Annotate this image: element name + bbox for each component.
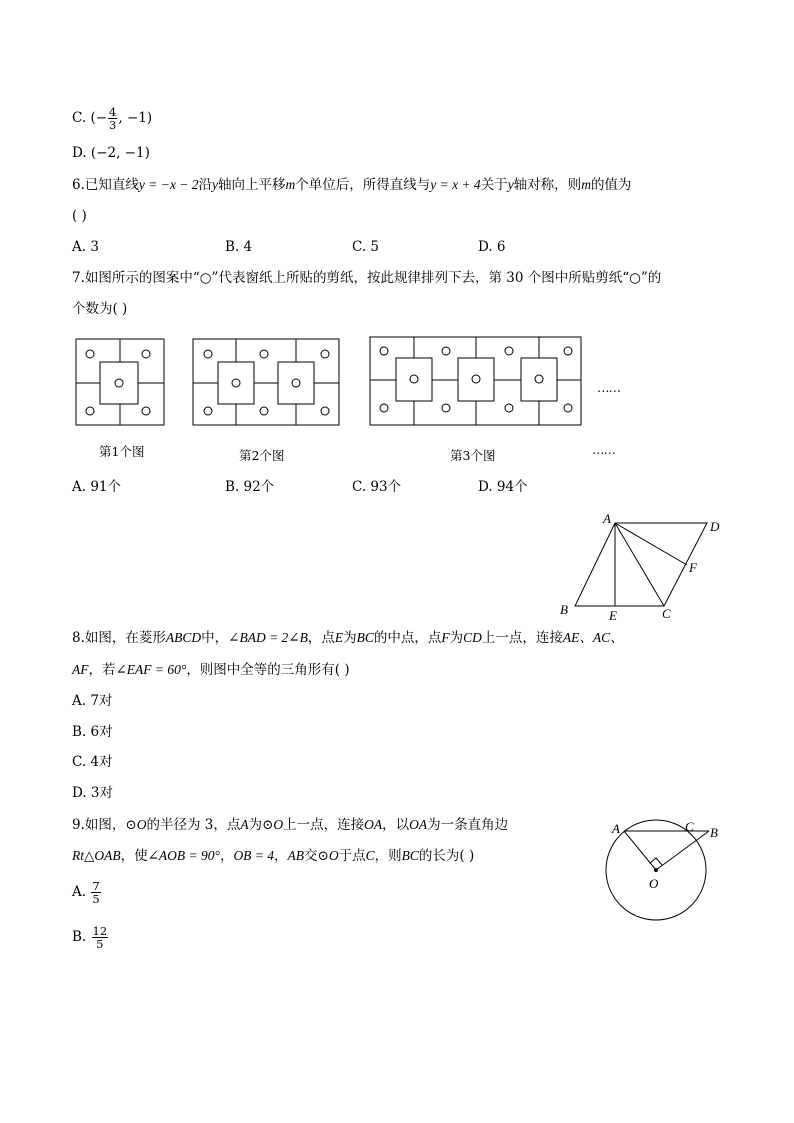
label-b: B: [560, 602, 568, 617]
label-f: F: [689, 560, 697, 575]
q6-option-c: C. 5: [352, 239, 380, 255]
q5-option-d: D. (−2, −1): [72, 145, 150, 161]
q9-option-a: A. $\frac{7}{5}$: [72, 879, 100, 906]
q6-option-a: A. 3: [72, 239, 99, 255]
label-d: D: [710, 519, 720, 534]
q8-option-d: D. 3对: [72, 785, 114, 801]
q9-option-b: B. $\frac{12}{5}$: [72, 924, 108, 951]
q7-stem-line1: 7.如图所示的图案中“○”代表窗纸上所贴的剪纸，按此规律排列下去，第 30 个图中所贴剪纸“○”的: [72, 270, 662, 286]
q6-option-b: B. 4: [225, 239, 253, 255]
label-c: C: [662, 606, 671, 621]
q9-stem-line1: 9.如图，⊙O的半径为 3，点A为⊙O上一点，连接OA，以OA为一条直角边: [72, 817, 509, 833]
q9-option-a-fraction: $\frac{7}{5}$: [92, 879, 100, 906]
q5-fraction: $\frac{4}{3}$: [109, 105, 117, 132]
label-e: E: [609, 608, 617, 623]
q8-stem-line2: AF，若∠EAF = 60°，则图中全等的三角形有( ): [72, 662, 350, 678]
caption-3: 第3个图: [450, 448, 496, 463]
q8-option-b: B. 6对: [72, 724, 113, 740]
q6-stem: 6.已知直线y = −x − 2沿y轴向上平移m个单位后，所得直线与y = x + 4关于y轴对称，则m的值为: [72, 177, 632, 193]
q6-paren: ( ): [72, 208, 87, 224]
label-a: A: [603, 511, 611, 526]
q8-option-c: C. 4对: [72, 754, 113, 770]
ellipsis-2: ……: [592, 442, 615, 457]
label-o: O: [649, 876, 659, 891]
q6-option-d: D. 6: [478, 239, 506, 255]
caption-2: 第2个图: [239, 448, 285, 463]
q5-option-c: C. (− $\frac{4}{3}$ , −1): [72, 105, 153, 132]
q7-stem-line2: 个数为( ): [72, 301, 128, 317]
q7-option-d: D. 94个: [478, 479, 528, 495]
q8-stem-line1: 8.如图，在菱形ABCD中，∠BAD = 2∠B，点E为BC的中点，点F为CD上一点，连接AE、AC、: [72, 630, 624, 646]
q7-option-a: A. 91个: [72, 479, 122, 495]
caption-1: 第1个图: [99, 444, 145, 459]
q9-stem-line2: Rt△OAB，使∠AOB = 90°，OB = 4，AB交⊙O于点C，则BC的长为( ): [72, 848, 475, 864]
label-c: C: [685, 819, 694, 834]
q9-option-b-fraction: $\frac{12}{5}$: [92, 924, 108, 951]
q7-option-c: C. 93个: [352, 479, 402, 495]
ellipsis-1: ……: [597, 380, 620, 395]
q8-option-a: A. 7对: [72, 693, 113, 709]
q7-option-b: B. 92个: [225, 479, 275, 495]
label-a: A: [612, 821, 620, 836]
label-b: B: [710, 825, 718, 840]
